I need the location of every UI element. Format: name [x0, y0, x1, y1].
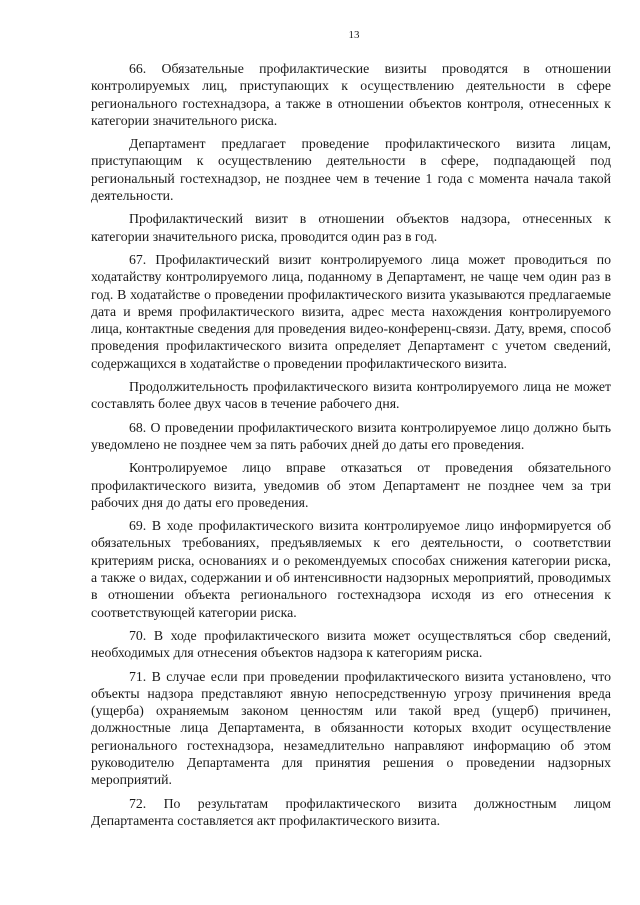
paragraph-70: 70. В ходе профилактического визита может осуществляться сбор сведений, необходимых для отнесения объектов надзора к категориям риска. [91, 627, 611, 661]
paragraph-72: 72. По результатам профилактического визита должностным лицом Департамента составляется акт профилактического визита. [91, 795, 611, 828]
paragraph-67-duration: Продолжительность профилактического визита контролируемого лица не может составлять более двух часов в течение рабочего дня. [91, 379, 611, 412]
paragraph-71: 71. В случае если при проведении профилактического визита установлено, что объекты надзора представляют явную непосредственную угрозу причинения вреда (ущерба) охраняемым законом ценностям или такой вред (ущерб) причинен, должностные лица Департамента, в обязанности которых входит осуществление регионального гостехнадзора, незамедлительно направляют информацию об этом руководителю Департамента для принятия решения о проведении надзорных мероприятий. [91, 668, 611, 788]
paragraph-68-refusal: Контролируемое лицо вправе отказаться от проведения обязательного профилактического визита, уведомив об этом Департамент не позднее чем за три рабочих дня до даты его проведения. [91, 460, 611, 510]
page-number: 13 [348, 29, 360, 41]
paragraph-68: 68. О проведении профилактического визита контролируемое лицо должно быть уведомлено не позднее чем за пять рабочих дней до даты его проведения. [91, 419, 611, 452]
paragraph-66-annual-visit: Профилактический визит в отношении объектов надзора, отнесенных к категории значительного риска, проводится один раз в год. [91, 211, 611, 244]
paragraph-66-proposal: Департамент предлагает проведение профилактического визита лицам, приступающим к осуществлению деятельности в сфере, подпадающей под региональный гостехнадзор, не позднее чем в течение 1 года с момента начала такой деятельности. [91, 136, 611, 204]
paragraph-69: 69. В ходе профилактического визита контролируемое лицо информируется об обязательных требованиях, предъявляемых к его деятельности, о соответствии критериям риска, основаниях и о рекомендуемых способах снижения категории риска, а также о видах, содержании и об интенсивности надзорных мероприятий, проводимых в отношении объекта регионального гостехнадзора исходя из его отнесения к соответствующей категории риска. [91, 518, 611, 620]
paragraph-66: 66. Обязательные профилактические визиты проводятся в отношении контролируемых лиц, приступающих к осуществлению деятельности в сфере регионального гостехнадзора, а также в отношении объектов контроля, отнесенных к категории значительного риска. [91, 61, 611, 128]
paragraph-67: 67. Профилактический визит контролируемого лица может проводиться по ходатайству контролируемого лица, поданному в Департамент, не чаще чем один раз в год. В ходатайстве о проведении профилактического визита указываются предлагаемые дата и время профилактического визита, адрес места нахождения контролируемого лица, контактные сведения для проведения видео-конференц-связи. Дату, время, способ проведения профилактического визита определяет Департамент с учетом сведений, содержащихся в ходатайстве о проведении профилактического визита. [91, 251, 611, 371]
